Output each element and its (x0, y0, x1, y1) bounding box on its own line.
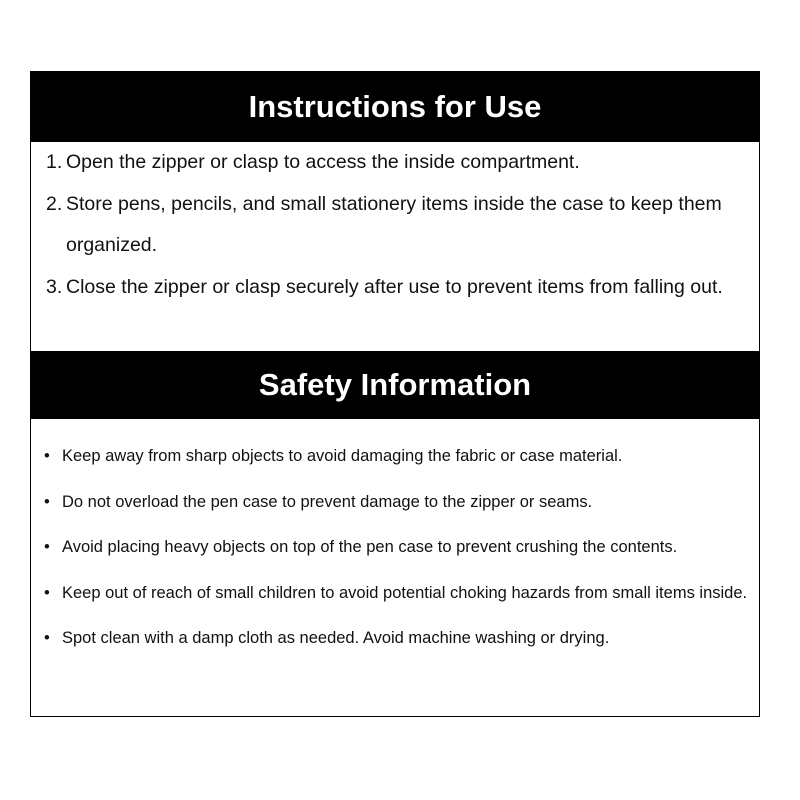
bullet-icon: • (44, 538, 50, 556)
safety-item (31, 434, 759, 480)
instruction-sheet (30, 71, 760, 717)
instruction-step (31, 184, 759, 267)
instruction-step (31, 267, 759, 309)
safety-text: Keep away from sharp objects to avoid damaging the fabric or case material. (62, 447, 623, 465)
safety-text: Spot clean with a damp cloth as needed. Avoid machine washing or drying. (62, 629, 610, 647)
safety-list (31, 434, 759, 662)
bullet-icon: • (44, 447, 50, 465)
safety-item (31, 480, 759, 526)
bullet-icon: • (44, 629, 50, 647)
step-number: 2. (46, 192, 63, 215)
instruction-step (31, 142, 759, 184)
step-text: Open the zipper or clasp to access the inside compartment. (66, 151, 580, 173)
bullet-icon: • (44, 492, 50, 511)
safety-text: Avoid placing heavy objects on top of the pen case to prevent crushing the contents. (62, 538, 678, 556)
instructions-heading: Instructions for Use (248, 89, 542, 124)
safety-text: Keep out of reach of small children to avoid potential choking hazards from small items inside. (62, 583, 748, 602)
step-number: 1. (46, 151, 63, 173)
safety-item (31, 616, 759, 662)
safety-item (31, 571, 759, 617)
step-text: Store pens, pencils, and small stationery items inside the case to keep them organized. (66, 192, 722, 256)
safety-text: Do not overload the pen case to prevent damage to the zipper or seams. (62, 492, 593, 511)
step-text: Close the zipper or clasp securely after use to prevent items from falling out. (66, 275, 723, 298)
step-number: 3. (46, 275, 63, 298)
safety-heading: Safety Information (258, 367, 532, 402)
safety-item (31, 525, 759, 571)
instructions-list (31, 142, 759, 308)
bullet-icon: • (44, 583, 50, 602)
safety-header (31, 351, 759, 419)
instructions-header (31, 72, 759, 142)
